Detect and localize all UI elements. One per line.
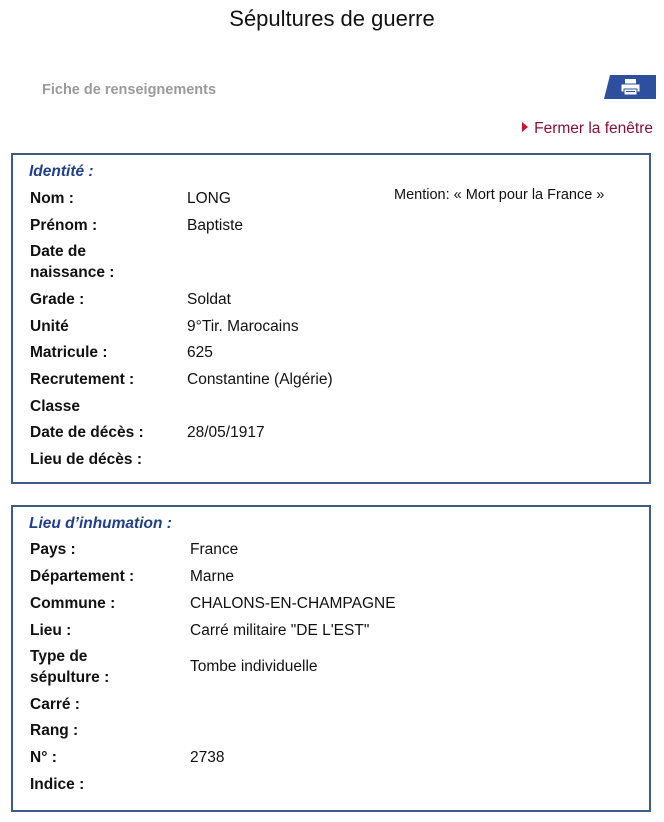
departement-value: Marne — [190, 568, 234, 585]
carre-label: Carré : — [30, 696, 80, 713]
prenom-value: Baptiste — [187, 217, 244, 234]
rang-label: Rang : — [30, 722, 79, 739]
nom-label: Nom : — [30, 190, 74, 207]
deces-value: 28/05/1917 — [187, 424, 265, 441]
recrutement-value: Constantine (Algérie) — [187, 371, 333, 388]
close-window-label: Fermer la fenêtre — [534, 120, 653, 137]
mention: Mention: « Mort pour la France » — [394, 187, 605, 203]
commune-label: Commune : — [30, 595, 116, 612]
printer-icon[interactable] — [604, 75, 656, 99]
naissance-label-1: Date de — [30, 243, 86, 260]
type-value: Tombe individuelle — [190, 658, 318, 675]
numero-label: N° : — [30, 749, 57, 766]
close-window-link[interactable] — [522, 120, 653, 138]
page-title: Sépultures de guerre — [229, 6, 435, 31]
naissance-label-2: naissance : — [30, 264, 115, 281]
pays-label: Pays : — [30, 541, 76, 558]
inhumation-panel — [11, 505, 651, 812]
lieu-label: Lieu : — [30, 622, 72, 639]
lieu-value: Carré militaire "DE L'EST" — [190, 622, 370, 639]
unite-label: Unité — [30, 318, 69, 335]
departement-label: Département : — [30, 568, 135, 585]
indice-label: Indice : — [30, 776, 85, 793]
matricule-label: Matricule : — [30, 344, 108, 361]
matricule-value: 625 — [187, 344, 213, 361]
type-label-2: sépulture : — [30, 669, 110, 686]
pays-value: France — [190, 541, 239, 558]
arrow-right-icon — [522, 122, 528, 132]
identite-panel — [11, 153, 651, 484]
commune-value: CHALONS-EN-CHAMPAGNE — [190, 595, 396, 612]
prenom-label: Prénom : — [30, 217, 98, 234]
nom-value: LONG — [187, 190, 231, 207]
classe-label: Classe — [30, 398, 80, 415]
identite-title: Identité : — [29, 163, 94, 180]
recrutement-label: Recrutement : — [30, 371, 135, 388]
deces-label: Date de décès : — [30, 424, 144, 441]
type-label-1: Type de — [30, 648, 88, 665]
grade-value: Soldat — [187, 291, 231, 308]
subheader: Fiche de renseignements — [42, 82, 217, 98]
inhumation-title: Lieu d’inhumation : — [29, 515, 172, 532]
lieu-deces-label: Lieu de décès : — [30, 451, 142, 468]
grade-label: Grade : — [30, 291, 85, 308]
numero-value: 2738 — [190, 749, 225, 766]
unite-value: 9°Tir. Marocains — [187, 318, 299, 335]
